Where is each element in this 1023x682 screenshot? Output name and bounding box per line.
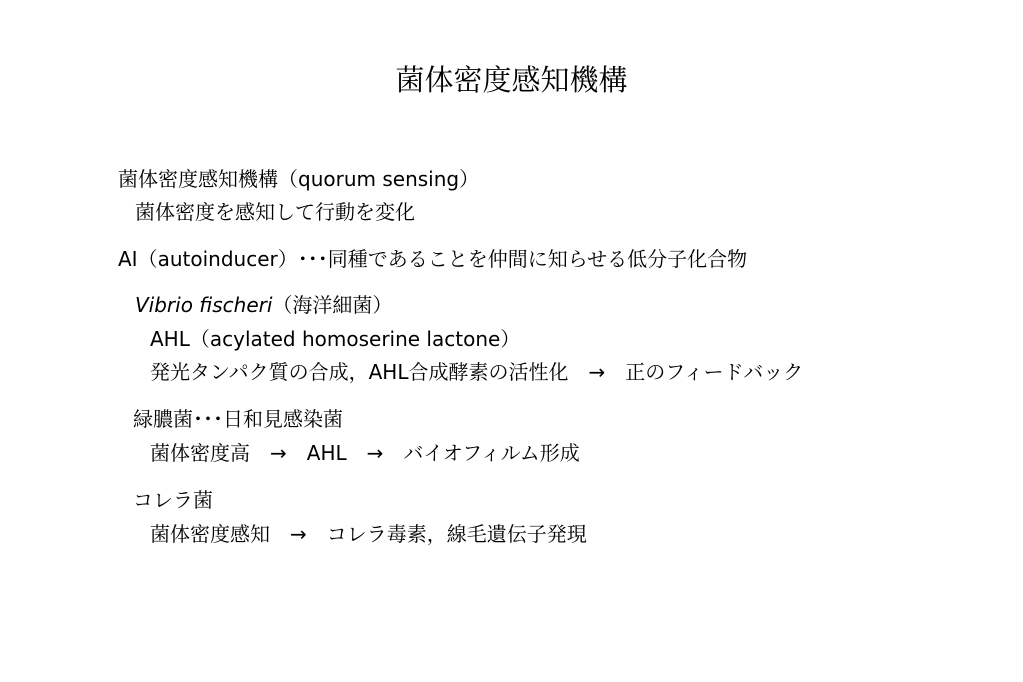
quorum-sensing-description: 菌体密度を感知して行動を変化 xyxy=(135,200,415,224)
cholera-effect: 菌体密度感知 → コレラ毒素，線毛遺伝子発現 xyxy=(150,522,587,546)
autoinducer-definition: AI（autoinducer）･･･同種であることを仲間に知らせる低分子化合物 xyxy=(118,247,748,271)
vibrio-species-name: Vibrio fischeri xyxy=(135,293,273,317)
pseudomonas-effect: 菌体密度高 → AHL → バイオフィルム形成 xyxy=(150,441,580,465)
slide-title: 菌体密度感知機構 xyxy=(395,63,628,97)
cholera-heading: コレラ菌 xyxy=(133,488,213,512)
vibrio-heading xyxy=(135,291,392,319)
vibrio-annotation: （海洋細菌） xyxy=(272,293,393,317)
pseudomonas-heading: 緑膿菌･･･日和見感染菌 xyxy=(133,407,343,431)
quorum-sensing-heading: 菌体密度感知機構（quorum sensing） xyxy=(118,167,480,191)
vibrio-effect: 発光タンパク質の合成，AHL合成酵素の活性化 → 正のフィードバック xyxy=(150,360,804,384)
ahl-definition: AHL（acylated homoserine lactone） xyxy=(150,327,521,351)
